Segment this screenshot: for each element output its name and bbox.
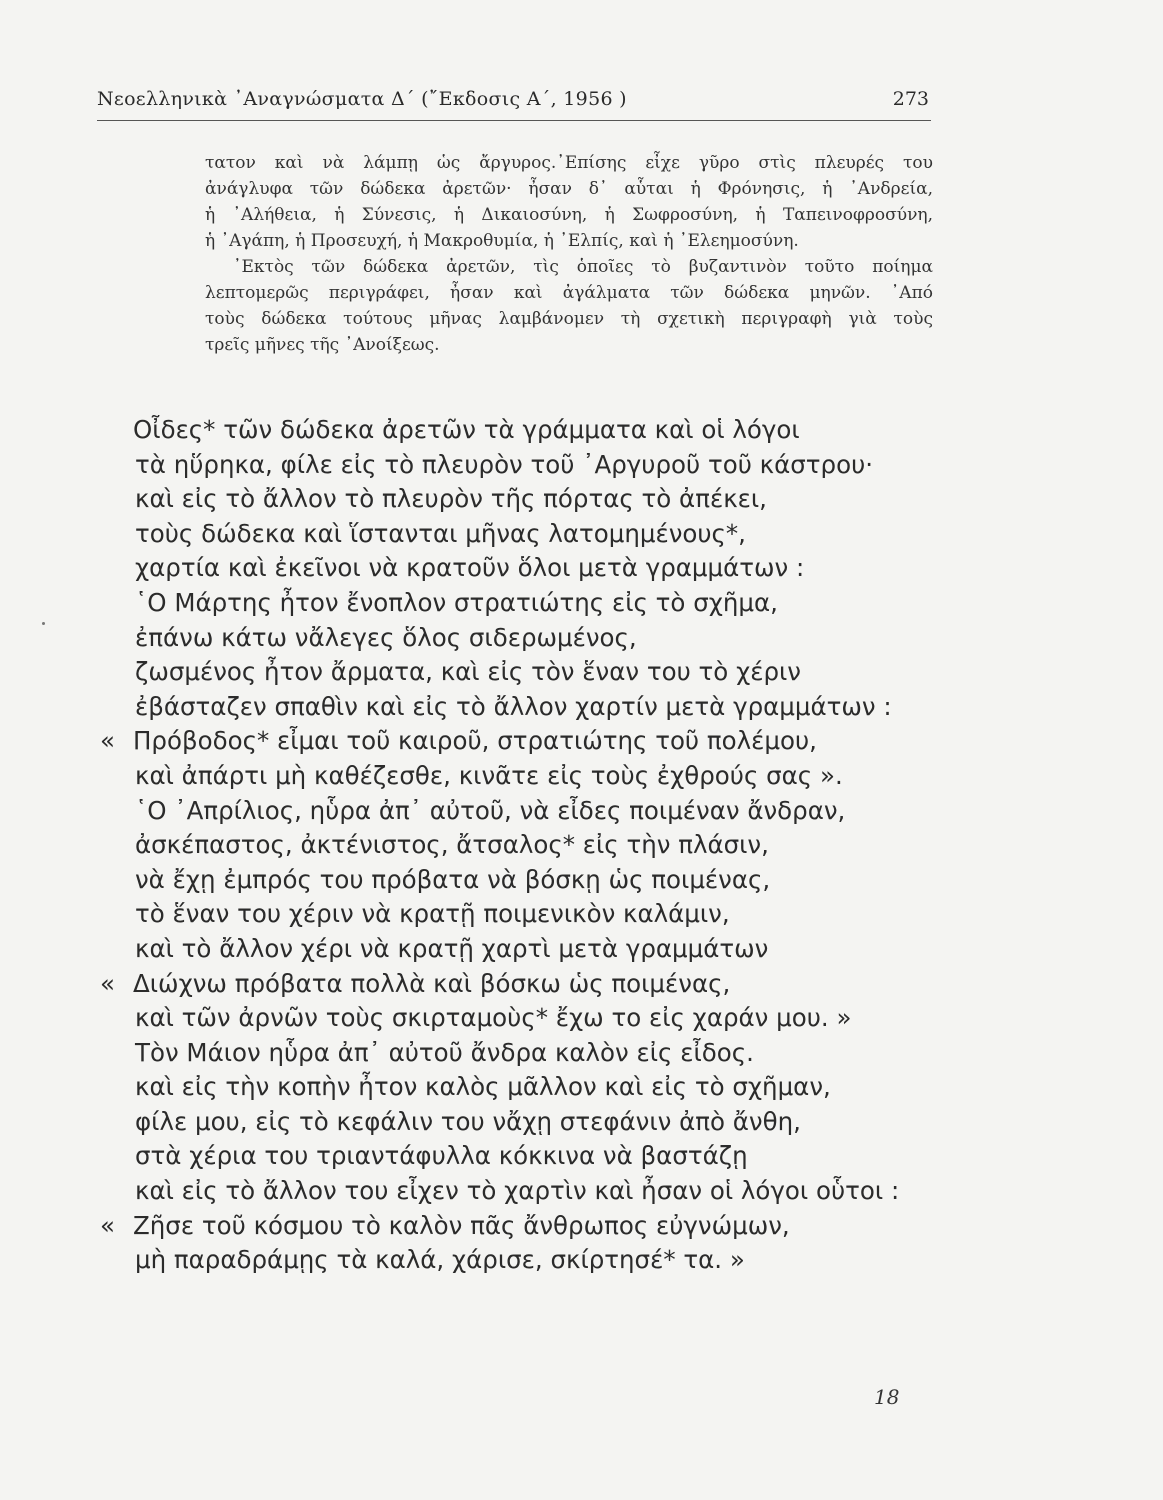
verse-line: ζωσμένος ἦτον ἄρματα, καὶ εἰς τὸν ἕναν του τὸ χέριν [135, 657, 801, 687]
verse-line: καὶ τὸ ἄλλον χέρι νὰ κρατῇ χαρτὶ μετὰ γραμμάτων [135, 933, 769, 963]
poem-verses [100, 413, 960, 1278]
prose-line: τοὺς δώδεκα τούτους μῆνας λαμβάνομεν τὴ σχετικὴ περιγραφὴ γιὰ τοὺς [205, 309, 933, 329]
prose-line: ἀνάγλυφα τῶν δώδεκα ἀρετῶν· ἦσαν δ᾿ αὗται ἡ Φρόνησις, ἡ ᾿Ανδρεία, [205, 179, 933, 199]
verse-line: Τὸν Μάιον ηὗρα ἀπ᾿ αὐτοῦ ἄνδρα καλὸν εἰς εἶδος. [135, 1037, 754, 1067]
verse-line: καὶ ἀπάρτι μὴ καθέζεσθε, κινᾶτε εἰς τοὺς ἐχθρούς σας ». [135, 760, 843, 790]
verse-line-quoted [100, 724, 960, 759]
prose-paragraphs [205, 150, 933, 358]
prose-line: ἡ ᾿Αγάπη, ἡ Προσευχή, ἡ Μακροθυμία, ἡ ᾿Ελπίς, καὶ ἡ ᾿Ελεημοσύνη. [205, 231, 799, 251]
verse-line-quoted [100, 1209, 960, 1244]
margin-mark [42, 622, 45, 625]
opening-quote: « [100, 968, 115, 998]
verse-line: τὸ ἕναν του χέριν νὰ κρατῇ ποιμενικὸν καλάμιν, [135, 899, 730, 929]
verse-line: ἐβάσταζεν σπαθὶν καὶ εἰς τὸ ἄλλον χαρτίν μετὰ γραμμάτων : [135, 691, 892, 721]
verse-line-quoted [100, 967, 960, 1002]
verse-line: καὶ τῶν ἀρνῶν τοὺς σκιρταμοὺς* ἔχω το εἰς χαράν μου. » [135, 1003, 852, 1033]
verse-line: ῾Ο ᾿Απρίλιος, ηὗρα ἀπ᾿ αὐτοῦ, νὰ εἶδες ποιμέναν ἄνδραν, [135, 795, 846, 825]
prose-line: λεπτομερῶς περιγράφει, ἦσαν καὶ ἀγάλματα τῶν δώδεκα μηνῶν. ᾿Από [205, 283, 933, 303]
verse-text: Διώχνω πρόβατα πολλὰ καὶ βόσκω ὡς ποιμένας, [133, 968, 731, 998]
verse-line: στὰ χέρια του τριαντάφυλλα κόκκινα νὰ βαστάζῃ [135, 1141, 748, 1171]
prose-line: ἡ ᾿Αλήθεια, ἡ Σύνεσις, ἡ Δικαιοσύνη, ἡ Σωφροσύνη, ἡ Ταπεινοφροσύνη, [205, 205, 933, 225]
running-header-page-number: 273 [892, 88, 929, 110]
verse-line: ἐπάνω κάτω νἄλεγες ὅλος σιδερωμένος, [135, 622, 637, 652]
opening-quote: « [100, 1210, 115, 1240]
verse-line: καὶ εἰς τὸ ἄλλον τὸ πλευρὸν τῆς πόρτας τὸ ἀπέκει, [135, 484, 767, 514]
prose-line: τρεῖς μῆνες τῆς ᾿Ανοίξεως. [205, 335, 440, 355]
verse-line: φίλε μου, εἰς τὸ κεφάλιν του νἄχῃ στεφάνιν ἀπὸ ἄνθη, [135, 1106, 801, 1136]
verse-line: καὶ εἰς τὸ ἄλλον του εἶχεν τὸ χαρτὶν καὶ ἦσαν οἱ λόγοι οὗτοι : [135, 1176, 900, 1206]
folio-number: 18 [874, 1385, 900, 1409]
verse-line: Οἶδες* τῶν δώδεκα ἀρετῶν τὰ γράμματα καὶ οἱ λόγοι [133, 415, 800, 444]
prose-line: ᾿Εκτὸς τῶν δώδεκα ἀρετῶν, τὶς ὁποῖες τὸ βυζαντινὸν τοῦτο ποίημα [233, 257, 933, 277]
verse-line: τοὺς δώδεκα καὶ ἵστανται μῆνας λατομημένους*, [135, 518, 746, 548]
verse-line: τὰ ηὕρηκα, φίλε εἰς τὸ πλευρὸν τοῦ ᾿Αργυροῦ τοῦ κάστρου· [135, 449, 874, 479]
running-header-title: Νεοελληνικὰ ᾿Αναγνώσματα Δ΄ (῎Εκδοσις Α΄, 1956 ) [97, 88, 627, 110]
verse-line: μὴ παραδράμῃς τὰ καλά, χάρισε, σκίρτησέ* τα. » [135, 1245, 745, 1275]
verse-text: Πρόβοδος* εἶμαι τοῦ καιροῦ, στρατιώτης τοῦ πολέμου, [133, 726, 817, 756]
opening-quote: « [100, 726, 115, 756]
prose-line: τατον καὶ νὰ λάμπῃ ὡς ἄργυρος.᾿Επίσης εἶχε γῦρο στὶς πλευρές του [205, 153, 933, 173]
verse-line: καὶ εἰς τὴν κοπὴν ἦτον καλὸς μᾶλλον καὶ εἰς τὸ σχῆμαν, [135, 1072, 831, 1102]
running-header [97, 84, 931, 121]
verse-line: χαρτία καὶ ἐκεῖνοι νὰ κρατοῦν ὅλοι μετὰ γραμμάτων : [135, 553, 805, 583]
verse-text: Ζῆσε τοῦ κόσμου τὸ καλὸν πᾶς ἄνθρωπος εὐγνώμων, [133, 1210, 790, 1240]
verse-line: ἀσκέπαστος, ἀκτένιστος, ἄτσαλος* εἰς τὴν πλάσιν, [135, 830, 769, 860]
verse-line: ῾Ο Μάρτης ἦτον ἔνοπλον στρατιώτης εἰς τὸ σχῆμα, [135, 587, 778, 617]
verse-line: νὰ ἔχῃ ἐμπρός του πρόβατα νὰ βόσκῃ ὡς ποιμένας, [135, 864, 771, 894]
